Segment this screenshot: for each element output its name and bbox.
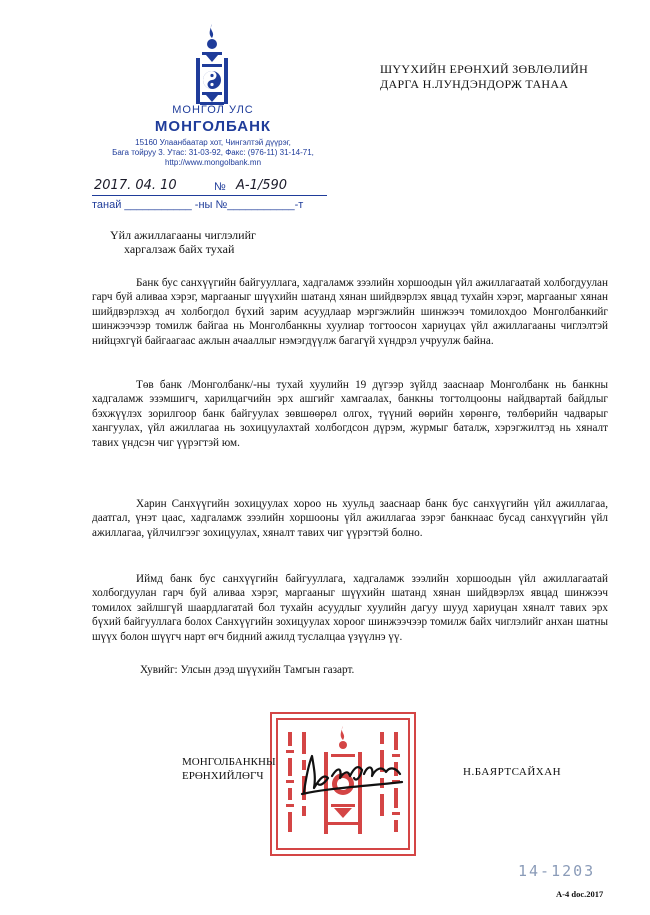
soyombo-emblem-icon [186, 22, 238, 108]
letterhead-address-line: 15160 Улаанбаатар хот, Чингэлтэй дүүрэг, [135, 138, 291, 147]
reference-underline [92, 195, 327, 196]
letter-subject [110, 228, 330, 256]
reference-line [92, 178, 342, 196]
body-paragraph: Иймд банк бус санхүүгийн байгууллага, хадгаламж зээлийн хоршоодын үйл ажиллагаатай холбогдуулан гарч буй аливаа хэрэг, маргааныг шүүхийн шатанд хянан шийдвэрлэх явцад шинжээч томилох зайлшгүй шаардлагатай бол тухайн асуудлыг хуулийн дагуу шууд хариуцан хяналт тавих эрх бүхий байгууллага болох Санхүүгийн зохицуулах хороог шинжээчээр томилж байх чиглэлийг анхан шатны шүүх болон шүүгч нарт өгч бидний ажилд туслалцаа үзүүлнэ үү. [92, 573, 608, 643]
recipient-line: ДАРГА Н.ЛУНДЭНДОРЖ ТАНАА [380, 77, 569, 91]
reference-number-label: № [214, 181, 226, 193]
signatory-title-line: ЕРӨНХИЙЛӨГЧ [182, 770, 264, 782]
signatory-name: Н.БАЯРТСАЙХАН [463, 766, 562, 778]
reply-reference-line: танай ___________ -ны №___________-т [92, 199, 304, 211]
letterhead-website: http://www.mongolbank.mn [164, 158, 262, 167]
letterhead-org-name: МОНГОЛБАНК [154, 118, 272, 135]
reference-date: 2017. 04. 10 [94, 178, 177, 193]
reference-number: А-1/590 [236, 178, 288, 193]
signatory-title-line: МОНГОЛБАНКНЫ [182, 756, 276, 768]
registration-number-stamp: 14-1203 [518, 862, 596, 880]
handwritten-signature [298, 748, 406, 802]
recipient-line: ШҮҮХИЙН ЕРӨНХИЙ ЗӨВЛӨЛИЙН [380, 62, 589, 76]
copy-to-line: Хувийг: Улсын дээд шүүхийн Тамгын газарт. [140, 664, 355, 676]
body-paragraph: Төв банк /Монголбанк/-ны тухай хуулийн 19 дүгээр зүйлд зааснаар Монголбанк нь банкны хадгаламж эзэмшигч, харилцагчийн эрх ашгийг хамгаалах, банкны тогтолцооны найдвартай байдлыг бэхжүүлэх зорилгоор банк байгуулах зөвшөөрөл олгох, түүний өөрийн хөрөнгө, төлбөрийн чадварыг хангуулах, үйл ажиллагаа нь зохицуулахтай холбогдсон дүрэм, журмыг баталж, хэрэгжилтэд нь хяналт тавих үндсэн чиг үүрэгтэй юм. [92, 379, 608, 449]
signatory-title [182, 755, 276, 783]
subject-line: Үйл ажиллагааны чиглэлийг [110, 228, 256, 242]
footer-document-code: А-4 doc.2017 [556, 889, 604, 899]
letterhead-country: МОНГОЛ УЛС [172, 104, 254, 116]
body-paragraph: Харин Санхүүгийн зохицуулах хороо нь хуульд зааснаар банк бус санхүүгийн үйл ажиллагаа, даатгал, үнэт цаас, хадгаламж зээлийн хоршооны үйл ажиллагаа зэрэг банкнаас бусад санхүүгийн үйл ажиллагаа, үйлчилгээг зохицуулах, хяналт тавих чиг үүрэгтэй болно. [92, 498, 608, 539]
subject-line: харгалзаж байх тухай [124, 242, 235, 256]
letterhead-address-line: Бага тойруу 3. Утас: 31-03-92, Факс: (976-11) 31-14-71, [112, 148, 314, 157]
body-paragraph: Банк бус санхүүгийн байгууллага, хадгаламж зээлийн хоршоодын үйл ажиллагаатай холбогдуулан гарч буй аливаа хэрэг, маргааныг шүүхийн шатанд хянан шийдвэрлэх явцад тухайн хэрэг, маргааныг хянан шийдвэрлэхэд ач холбогдол бүхий зарим асуудлаар мэргэжлийн шинжээч томилохдоо Монголбанкийг шинжээчээр томилж байгаа нь Монголбанкны хуулиар тогтоосон хариуцах үйл ажиллагааны чиглэлтэй нийцэхгүй байгаагаас ажлын ачааллыг нэмэгдүүлж багагүй хүндрэл учруулж байна. [92, 277, 608, 347]
